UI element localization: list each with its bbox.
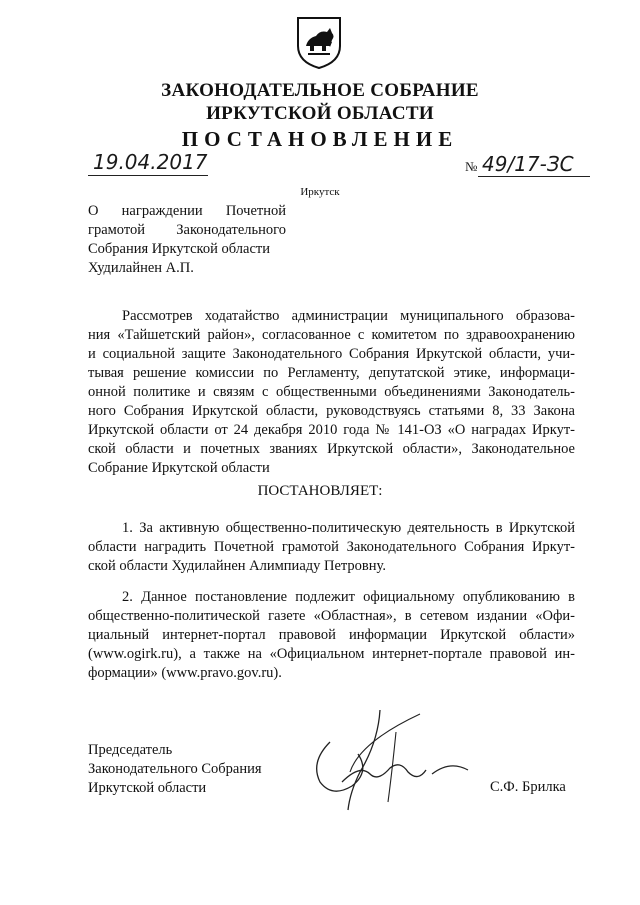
item-line: формации» (www.pravo.gov.ru). [88,665,282,681]
resolves-heading: ПОСТАНОВЛЯЕТ: [257,483,383,499]
document-type: ПОСТАНОВЛЕНИЕ [181,127,459,151]
subject-line: О награждении Почетной [88,203,286,219]
preamble [88,307,575,478]
item-line: (www.ogirk.ru), а также на «Официальном интернет-портале правовой ин- [88,646,575,662]
subject-line: грамотой Законодательного [88,222,286,238]
subject-line: Собрания Иркутской области [88,241,270,257]
preamble-line: Рассмотрев ходатайство администрации муниципального образова- [122,308,575,324]
preamble-line: Иркутской области от 24 декабря 2010 года № 141-ОЗ «О наградах Иркут- [88,422,575,438]
document-number: 49/17-ЗС [482,152,574,176]
preamble-line: ного Собрания Иркутской области, руководствуясь статьями 8, 33 Закона [88,403,575,419]
signer-name: С.Ф. Брилка [490,779,566,795]
signer-title-line: Председатель [88,742,173,758]
preamble-line: ния «Тайшетский район», согласованное с комитетом по здравоохранению [88,327,575,343]
item-line: области наградить Почетной грамотой Законодательного Собрания Иркут- [88,539,575,555]
preamble-line: Собрание Иркутской области [88,460,270,476]
preamble-line: и социальной защите Законодательного Собрания Иркутской области, учи- [88,346,575,362]
coat-of-arms-icon [294,16,344,70]
item-line: общественно-политической газете «Областная», в сетевом издании «Офи- [88,608,575,624]
resolution-item-1 [88,519,575,576]
item-line: ской области Худилайнен Алимпиаду Петровну. [88,558,386,574]
resolution-item-2 [88,588,575,683]
signer-title-line: Иркутской области [88,780,207,796]
subject-line: Худилайнен А.П. [88,260,194,276]
organization-name-line1: ЗАКОНОДАТЕЛЬНОЕ СОБРАНИЕ [161,80,479,101]
item-line: 2. Данное постановление подлежит официальному опубликованию в [122,589,575,605]
organization-name-line2: ИРКУТСКОЙ ОБЛАСТИ [206,103,434,124]
preamble-line: тывая решение комиссии по Регламенту, депутатской этике, информаци- [88,365,575,381]
number-prefix: № [465,159,478,174]
signer-title [88,741,262,798]
signer-title-line: Законодательного Собрания [88,761,262,777]
subject-block [88,202,286,278]
item-line: циальный интернет-портал правовой информации Иркутской области» [88,627,575,643]
date-underline [88,175,208,176]
number-underline [478,176,590,177]
preamble-line: ской области и почетных званиях Иркутской области», Законодательное [88,441,575,457]
handwritten-signature [300,702,480,822]
item-line: 1. За активную общественно-политическую деятельность в Иркутской [122,520,575,536]
document-date: 19.04.2017 [93,150,208,174]
city: Иркутск [300,186,340,198]
preamble-line: онной политике и связям с общественными объединениями Законодатель- [88,384,575,400]
